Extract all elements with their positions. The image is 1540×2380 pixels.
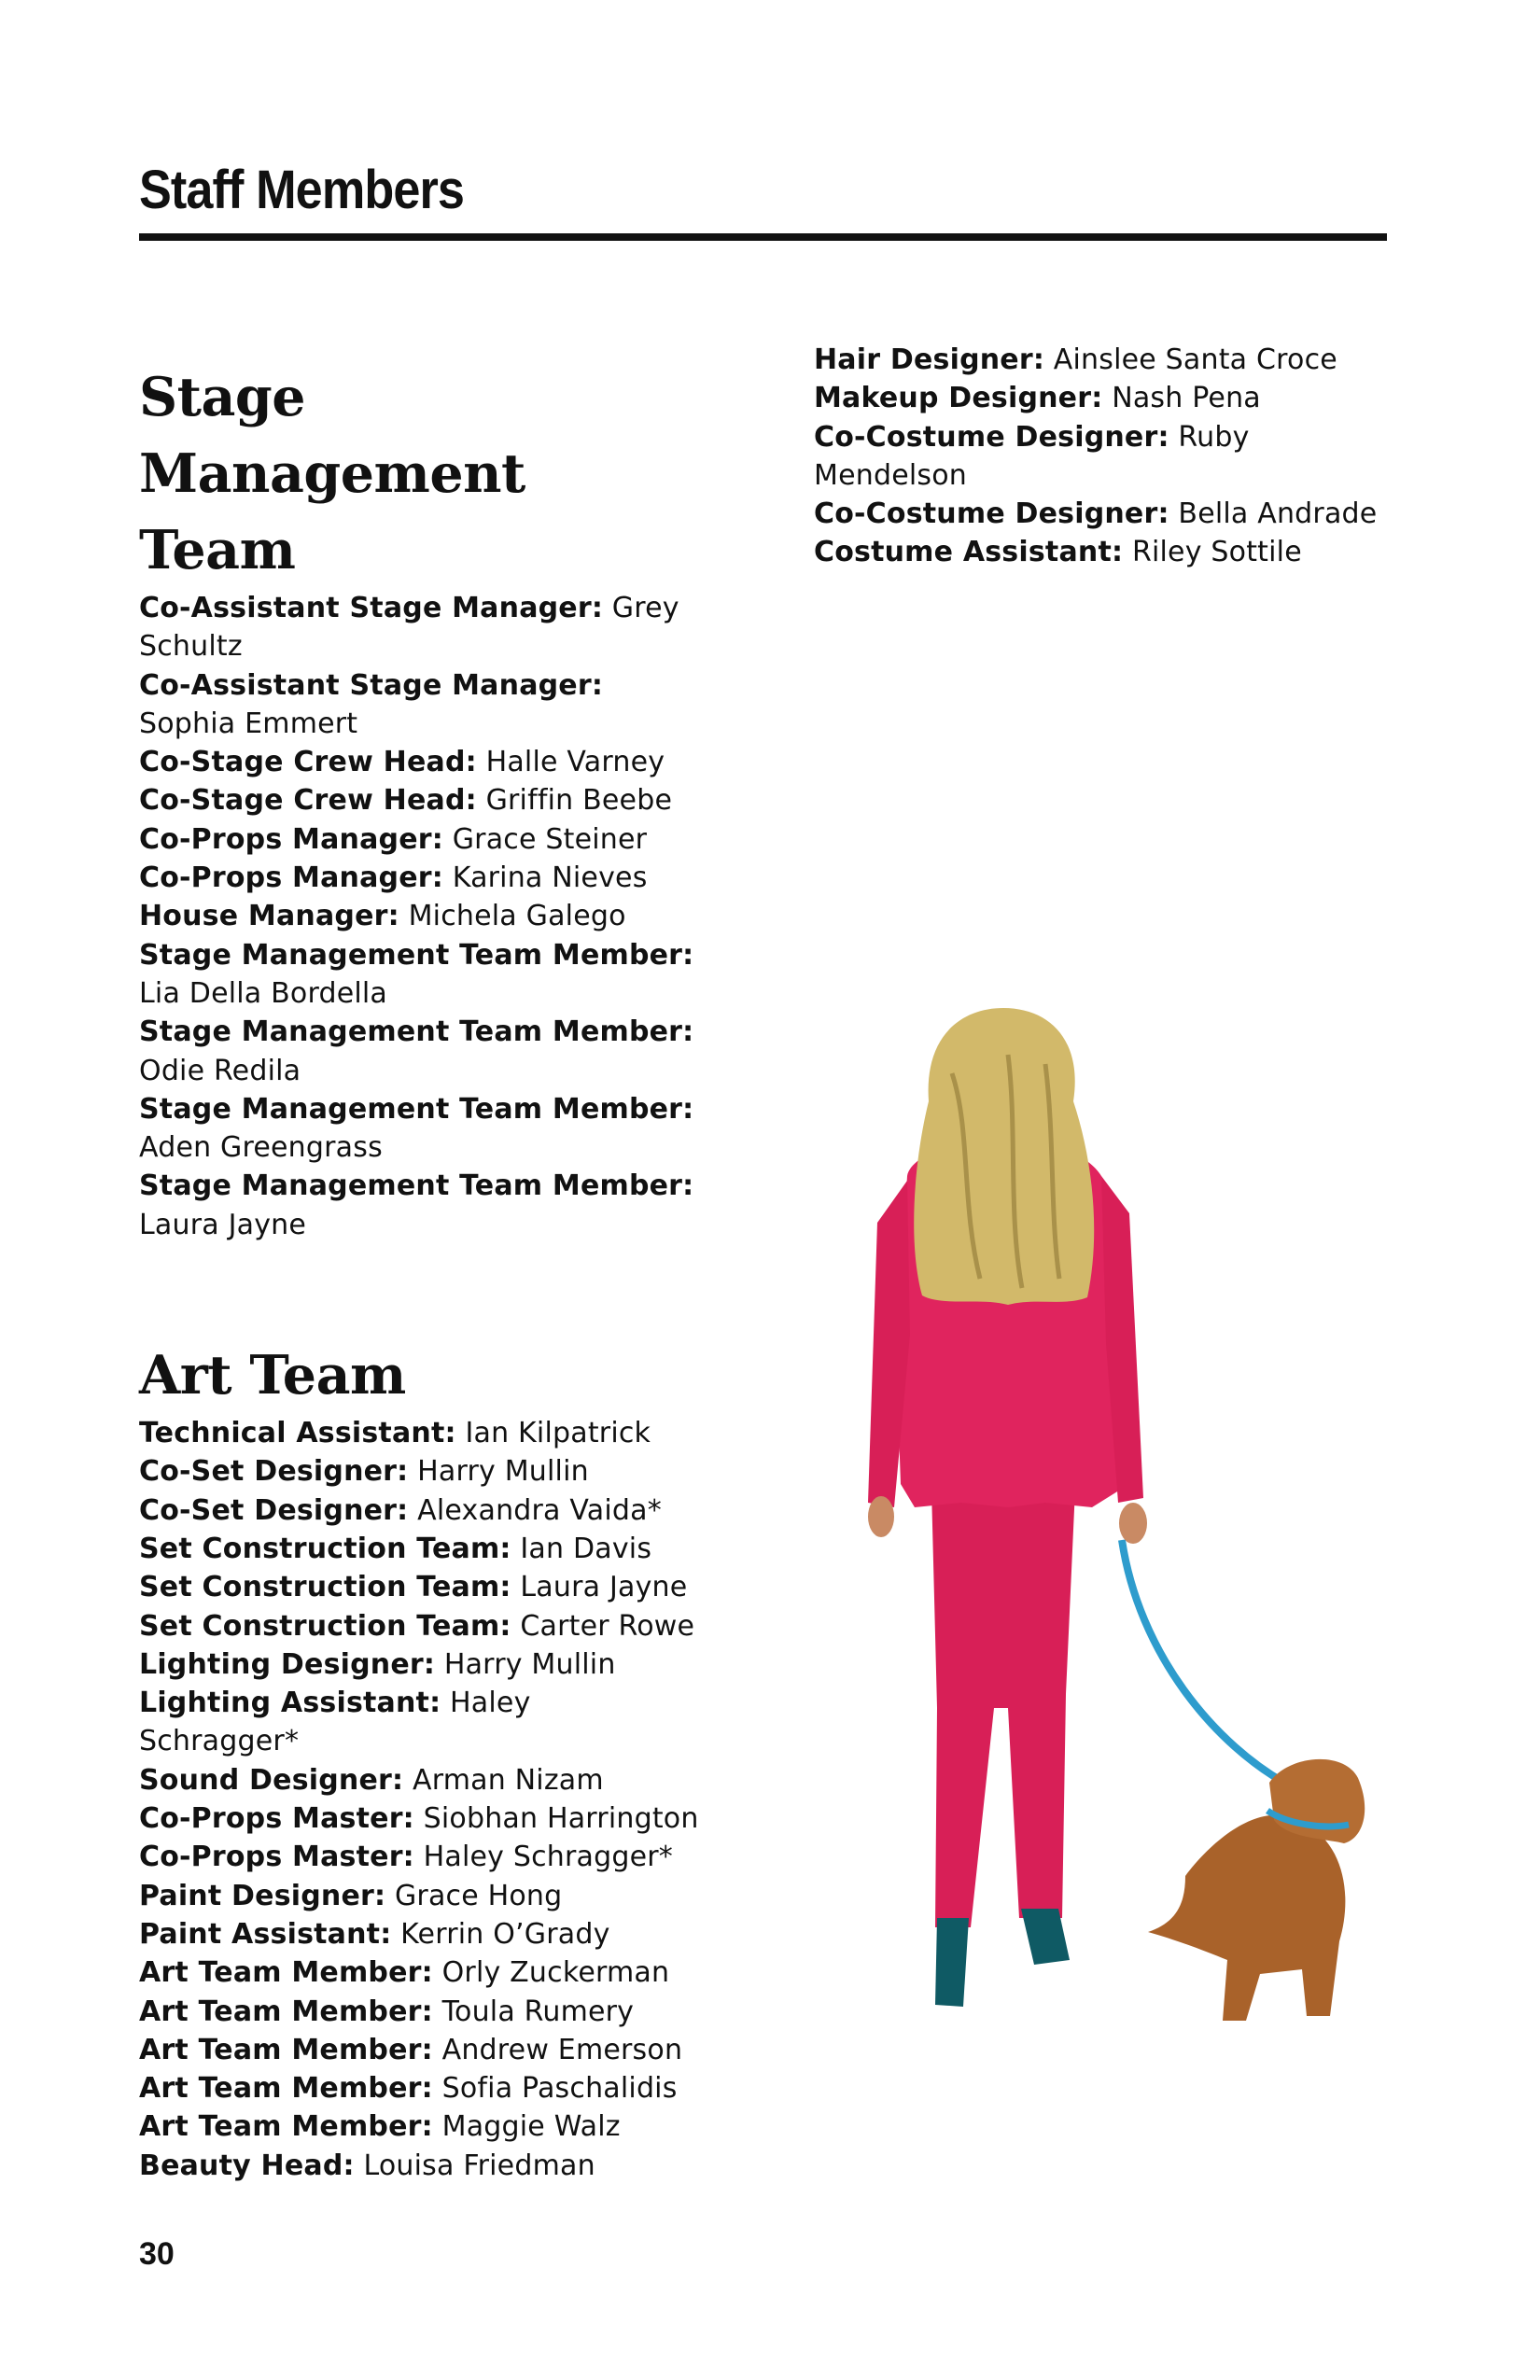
roster-entry <box>139 2031 699 2069</box>
roster-entry <box>139 820 699 859</box>
shoe-left <box>935 1918 969 2007</box>
role-label: Stage Management Team Member: <box>139 938 694 972</box>
member-name: Grace Steiner <box>452 822 648 856</box>
roster-entry <box>139 936 699 1014</box>
role-label: Set Construction Team: <box>139 1609 511 1643</box>
role-label: Stage Management Team Member: <box>139 1015 694 1049</box>
page-number: 30 <box>139 2236 175 2272</box>
role-label: Art Team Member: <box>139 2072 433 2106</box>
roster-entry <box>139 897 699 935</box>
roster-entry <box>139 2147 699 2185</box>
member-name: Griffin Beebe <box>485 784 673 818</box>
roster-entry <box>139 1877 699 1915</box>
member-name: Andrew Emerson <box>441 2033 683 2066</box>
member-name: Grey Schultz <box>139 592 679 664</box>
stage-management-roster <box>139 589 699 1244</box>
member-name: Nash Pena <box>1112 382 1261 415</box>
role-label: Art Team Member: <box>139 2033 433 2066</box>
right-column <box>814 341 1393 572</box>
page-header <box>139 161 1387 241</box>
member-name: Ian Kilpatrick <box>465 1417 651 1450</box>
role-label: Art Team Member: <box>139 2110 433 2144</box>
member-name: Orly Zuckerman <box>441 1956 670 1990</box>
roster-entry <box>139 2069 699 2107</box>
roster-entry <box>139 743 699 781</box>
member-name: Riley Sottile <box>1131 536 1302 569</box>
role-label: Co-Props Manager: <box>139 861 443 895</box>
role-label: Beauty Head: <box>139 2149 355 2182</box>
roster-entry <box>139 589 699 666</box>
roster-entry <box>139 1838 699 1876</box>
member-name: Ruby Mendelson <box>814 420 1250 492</box>
roster-entry <box>814 418 1393 496</box>
left-column <box>139 359 699 2185</box>
left-hand <box>868 1496 894 1537</box>
member-name: Harry Mullin <box>417 1455 589 1489</box>
role-label: Co-Costume Designer: <box>814 497 1169 531</box>
roster-entry <box>814 379 1393 417</box>
role-label: Co-Assistant Stage Manager: <box>139 592 604 624</box>
member-name: Aden Greengrass <box>139 1131 383 1165</box>
role-label: Stage Management Team Member: <box>139 1092 694 1126</box>
roster-entry <box>139 1491 699 1530</box>
role-label: Co-Set Designer: <box>139 1455 409 1489</box>
roster-entry <box>139 1090 699 1168</box>
roster-entry <box>139 1645 699 1684</box>
beauty-team-roster <box>814 341 1393 572</box>
member-name: Carter Rowe <box>520 1609 695 1643</box>
member-name: Kerrin O’Grady <box>400 1917 610 1951</box>
roster-entry <box>139 781 699 819</box>
roster-entry <box>814 341 1393 379</box>
member-name: Siobhan Harrington <box>423 1802 699 1836</box>
stage-management-heading: Stage Management Team <box>139 366 525 581</box>
roster-entry <box>139 1530 699 1568</box>
role-label: Art Team Member: <box>139 1956 433 1990</box>
roster-entry <box>139 1013 699 1090</box>
art-team-section <box>139 1337 699 2185</box>
member-name: Harry Mullin <box>443 1647 616 1681</box>
member-name: Sophia Emmert <box>139 707 358 740</box>
role-label: Lighting Assistant: <box>139 1687 441 1720</box>
role-label: Set Construction Team: <box>139 1532 511 1565</box>
member-name: Alexandra Vaida* <box>417 1493 662 1527</box>
member-name: Sofia Paschalidis <box>441 2072 678 2106</box>
header-divider <box>139 233 1387 241</box>
roster-entry <box>139 1452 699 1491</box>
member-name: Louisa Friedman <box>363 2149 595 2182</box>
leash <box>1122 1540 1293 1787</box>
roster-entry <box>139 1799 699 1838</box>
role-label: Set Construction Team: <box>139 1571 511 1604</box>
role-label: Co-Stage Crew Head: <box>139 746 477 779</box>
stage-management-section <box>139 359 699 1244</box>
roster-entry <box>139 1915 699 1953</box>
shoe-right <box>1021 1909 1070 1965</box>
member-name: Maggie Walz <box>441 2110 621 2144</box>
member-name: Toula Rumery <box>441 1995 635 2028</box>
member-name: Laura Jayne <box>139 1208 307 1241</box>
role-label: Co-Costume Designer: <box>814 420 1169 454</box>
woman-walking-dog-illustration <box>821 999 1391 2035</box>
hair <box>914 1008 1094 1305</box>
dog-body <box>1148 1815 1345 2021</box>
member-name: Odie Redila <box>139 1054 301 1087</box>
roster-entry <box>139 1761 699 1799</box>
role-label: Hair Designer: <box>814 343 1045 376</box>
role-label: House Manager: <box>139 900 399 933</box>
pants <box>931 1489 1075 1927</box>
role-label: Lighting Designer: <box>139 1647 436 1681</box>
role-label: Co-Set Designer: <box>139 1493 409 1527</box>
roster-entry <box>139 1414 699 1452</box>
member-name: Arman Nizam <box>412 1763 604 1797</box>
role-label: Paint Assistant: <box>139 1917 392 1951</box>
member-name: Ian Davis <box>520 1532 652 1565</box>
role-label: Co-Props Master: <box>139 1841 414 1874</box>
member-name: Haley Schragger* <box>139 1687 531 1758</box>
roster-entry <box>814 533 1393 571</box>
roster-entry <box>139 2107 699 2146</box>
art-team-roster <box>139 1414 699 2185</box>
roster-entry <box>139 1993 699 2031</box>
role-label: Co-Stage Crew Head: <box>139 784 477 818</box>
roster-entry <box>139 1568 699 1606</box>
role-label: Costume Assistant: <box>814 536 1124 569</box>
roster-entry <box>139 1607 699 1645</box>
member-name: Ainslee Santa Croce <box>1053 343 1337 376</box>
role-label: Co-Props Manager: <box>139 822 443 856</box>
roster-entry <box>139 1684 699 1761</box>
role-label: Co-Props Master: <box>139 1802 414 1836</box>
role-label: Technical Assistant: <box>139 1417 456 1450</box>
roster-entry <box>139 666 699 744</box>
page-title: Staff Members <box>139 160 464 220</box>
member-name: Haley Schragger* <box>423 1841 674 1874</box>
roster-entry <box>139 1167 699 1244</box>
role-label: Co-Assistant Stage Manager: <box>139 668 604 702</box>
role-label: Paint Designer: <box>139 1879 386 1912</box>
member-name: Lia Della Bordella <box>139 976 388 1010</box>
member-name: Bella Andrade <box>1178 497 1378 531</box>
member-name: Karina Nieves <box>452 861 648 895</box>
member-name: Halle Varney <box>485 746 665 779</box>
role-label: Makeup Designer: <box>814 382 1103 415</box>
right-hand <box>1119 1503 1147 1544</box>
roster-entry <box>814 495 1393 533</box>
art-team-heading: Art Team <box>139 1344 406 1407</box>
roster-entry <box>139 1953 699 1992</box>
member-name: Michela Galego <box>408 900 626 933</box>
member-name: Grace Hong <box>394 1879 563 1912</box>
role-label: Sound Designer: <box>139 1763 404 1797</box>
roster-entry <box>139 859 699 897</box>
role-label: Art Team Member: <box>139 1995 433 2028</box>
role-label: Stage Management Team Member: <box>139 1169 694 1203</box>
member-name: Laura Jayne <box>520 1571 688 1604</box>
